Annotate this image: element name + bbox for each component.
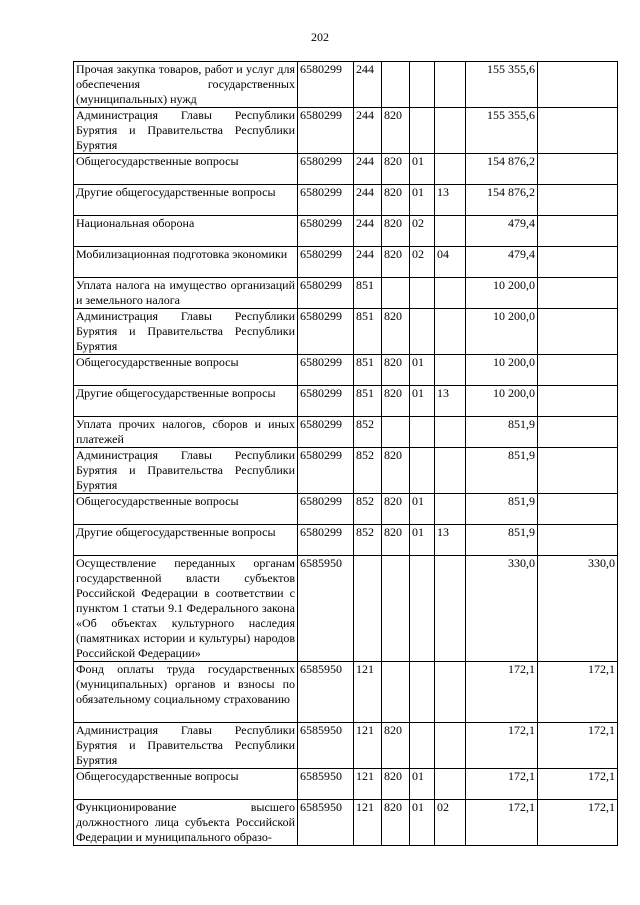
administrator-code-cell	[382, 417, 410, 448]
page-number: 202	[311, 30, 329, 44]
expense-type-cell: 121	[354, 769, 382, 800]
administrator-code-cell: 820	[382, 448, 410, 494]
target-code-cell: 6580299	[298, 494, 354, 525]
subsection-code-cell	[435, 62, 466, 108]
expense-type-cell: 851	[354, 386, 382, 417]
budget-table	[73, 61, 618, 846]
target-code-cell: 6580299	[298, 216, 354, 247]
row-name-cell: Прочая закупка товаров, работ и услуг для обеспечения государственных (муниципальных) нужд	[74, 62, 298, 108]
delegated-amount-cell	[538, 108, 618, 154]
subsection-code-cell	[435, 154, 466, 185]
expense-type-cell: 851	[354, 355, 382, 386]
table-row	[74, 723, 618, 769]
subsection-code-cell	[435, 448, 466, 494]
row-name-cell: Администрация Главы Республики Бурятия и Правительства Республики Бурятия	[74, 448, 298, 494]
table-row	[74, 769, 618, 800]
amount-cell: 330,0	[466, 556, 538, 662]
expense-type-cell: 121	[354, 723, 382, 769]
table-row	[74, 154, 618, 185]
section-code-cell	[410, 278, 435, 309]
subsection-code-cell: 04	[435, 247, 466, 278]
delegated-amount-cell: 172,1	[538, 769, 618, 800]
amount-cell: 172,1	[466, 769, 538, 800]
section-code-cell	[410, 448, 435, 494]
table-row	[74, 247, 618, 278]
table-row	[74, 185, 618, 216]
expense-type-cell: 244	[354, 108, 382, 154]
subsection-code-cell	[435, 355, 466, 386]
administrator-code-cell	[382, 278, 410, 309]
expense-type-cell: 244	[354, 185, 382, 216]
table-row	[74, 494, 618, 525]
table-row	[74, 386, 618, 417]
row-name-cell: Фонд оплаты труда государственных (муниципальных) органов и взносы по обязательному социальному страхованию	[74, 662, 298, 723]
row-name-cell: Функционирование высшего должностного лица субъекта Российской Федерации и муниципального образо-	[74, 800, 298, 846]
delegated-amount-cell	[538, 216, 618, 247]
row-name-cell: Администрация Главы Республики Бурятия и Правительства Республики Бурятия	[74, 723, 298, 769]
delegated-amount-cell	[538, 494, 618, 525]
administrator-code-cell: 820	[382, 723, 410, 769]
table-row	[74, 355, 618, 386]
expense-type-cell: 121	[354, 800, 382, 846]
subsection-code-cell: 13	[435, 386, 466, 417]
amount-cell: 479,4	[466, 216, 538, 247]
subsection-code-cell	[435, 662, 466, 723]
amount-cell: 851,9	[466, 417, 538, 448]
amount-cell: 479,4	[466, 247, 538, 278]
amount-cell: 10 200,0	[466, 386, 538, 417]
delegated-amount-cell	[538, 278, 618, 309]
section-code-cell: 01	[410, 494, 435, 525]
section-code-cell: 01	[410, 185, 435, 216]
amount-cell: 172,1	[466, 662, 538, 723]
amount-cell: 155 355,6	[466, 62, 538, 108]
delegated-amount-cell	[538, 355, 618, 386]
target-code-cell: 6580299	[298, 448, 354, 494]
subsection-code-cell	[435, 108, 466, 154]
target-code-cell: 6580299	[298, 525, 354, 556]
section-code-cell: 01	[410, 386, 435, 417]
delegated-amount-cell	[538, 62, 618, 108]
row-name-cell: Общегосударственные вопросы	[74, 154, 298, 185]
expense-type-cell: 852	[354, 448, 382, 494]
amount-cell: 10 200,0	[466, 355, 538, 386]
row-name-cell: Национальная оборона	[74, 216, 298, 247]
administrator-code-cell	[382, 62, 410, 108]
delegated-amount-cell: 172,1	[538, 723, 618, 769]
section-code-cell: 01	[410, 355, 435, 386]
row-name-cell: Общегосударственные вопросы	[74, 494, 298, 525]
target-code-cell: 6580299	[298, 247, 354, 278]
administrator-code-cell	[382, 556, 410, 662]
subsection-code-cell	[435, 769, 466, 800]
row-name-cell: Администрация Главы Республики Бурятия и Правительства Республики Бурятия	[74, 309, 298, 355]
row-name-cell: Общегосударственные вопросы	[74, 769, 298, 800]
expense-type-cell: 244	[354, 62, 382, 108]
amount-cell: 10 200,0	[466, 309, 538, 355]
administrator-code-cell: 820	[382, 247, 410, 278]
row-name-cell: Общегосударственные вопросы	[74, 355, 298, 386]
section-code-cell: 01	[410, 800, 435, 846]
amount-cell: 172,1	[466, 723, 538, 769]
subsection-code-cell	[435, 278, 466, 309]
expense-type-cell: 121	[354, 662, 382, 723]
administrator-code-cell: 820	[382, 525, 410, 556]
target-code-cell: 6580299	[298, 417, 354, 448]
target-code-cell: 6580299	[298, 386, 354, 417]
table-row	[74, 108, 618, 154]
target-code-cell: 6580299	[298, 185, 354, 216]
section-code-cell: 02	[410, 216, 435, 247]
delegated-amount-cell	[538, 448, 618, 494]
target-code-cell: 6580299	[298, 62, 354, 108]
target-code-cell: 6580299	[298, 278, 354, 309]
administrator-code-cell: 820	[382, 355, 410, 386]
subsection-code-cell	[435, 556, 466, 662]
subsection-code-cell	[435, 417, 466, 448]
delegated-amount-cell	[538, 309, 618, 355]
table-row	[74, 309, 618, 355]
section-code-cell: 01	[410, 525, 435, 556]
table-body	[74, 62, 618, 846]
delegated-amount-cell: 172,1	[538, 662, 618, 723]
delegated-amount-cell: 172,1	[538, 800, 618, 846]
section-code-cell	[410, 723, 435, 769]
subsection-code-cell	[435, 216, 466, 247]
administrator-code-cell: 820	[382, 800, 410, 846]
amount-cell: 172,1	[466, 800, 538, 846]
subsection-code-cell	[435, 723, 466, 769]
delegated-amount-cell	[538, 247, 618, 278]
amount-cell: 154 876,2	[466, 185, 538, 216]
target-code-cell: 6580299	[298, 108, 354, 154]
target-code-cell: 6580299	[298, 355, 354, 386]
amount-cell: 10 200,0	[466, 278, 538, 309]
section-code-cell: 01	[410, 154, 435, 185]
row-name-cell: Другие общегосударственные вопросы	[74, 525, 298, 556]
administrator-code-cell: 820	[382, 108, 410, 154]
delegated-amount-cell	[538, 386, 618, 417]
table-row	[74, 525, 618, 556]
administrator-code-cell	[382, 662, 410, 723]
target-code-cell: 6580299	[298, 309, 354, 355]
row-name-cell: Другие общегосударственные вопросы	[74, 386, 298, 417]
row-name-cell: Мобилизационная подготовка экономики	[74, 247, 298, 278]
administrator-code-cell: 820	[382, 154, 410, 185]
expense-type-cell: 852	[354, 525, 382, 556]
section-code-cell	[410, 662, 435, 723]
delegated-amount-cell: 330,0	[538, 556, 618, 662]
expense-type-cell: 244	[354, 247, 382, 278]
expense-type-cell: 852	[354, 417, 382, 448]
table-row	[74, 62, 618, 108]
subsection-code-cell	[435, 494, 466, 525]
section-code-cell: 02	[410, 247, 435, 278]
administrator-code-cell: 820	[382, 216, 410, 247]
administrator-code-cell: 820	[382, 769, 410, 800]
expense-type-cell: 851	[354, 309, 382, 355]
table-row	[74, 278, 618, 309]
subsection-code-cell: 13	[435, 185, 466, 216]
subsection-code-cell	[435, 309, 466, 355]
table-row	[74, 556, 618, 662]
administrator-code-cell: 820	[382, 185, 410, 216]
target-code-cell: 6585950	[298, 723, 354, 769]
amount-cell: 154 876,2	[466, 154, 538, 185]
target-code-cell: 6585950	[298, 662, 354, 723]
amount-cell: 851,9	[466, 448, 538, 494]
row-name-cell: Администрация Главы Республики Бурятия и Правительства Республики Бурятия	[74, 108, 298, 154]
row-name-cell: Уплата прочих налогов, сборов и иных платежей	[74, 417, 298, 448]
target-code-cell: 6580299	[298, 154, 354, 185]
section-code-cell	[410, 309, 435, 355]
amount-cell: 851,9	[466, 494, 538, 525]
expense-type-cell: 244	[354, 216, 382, 247]
expense-type-cell	[354, 556, 382, 662]
administrator-code-cell: 820	[382, 494, 410, 525]
table-row	[74, 662, 618, 723]
section-code-cell	[410, 556, 435, 662]
table-row	[74, 800, 618, 846]
subsection-code-cell: 02	[435, 800, 466, 846]
delegated-amount-cell	[538, 154, 618, 185]
row-name-cell: Осуществление переданных органам государственной власти субъектов Российской Федерации в соответствии с пунктом 1 статьи 9.1 Федерального закона «Об объектах культурного наследия (памятниках истории и культуры) народов Российской Федерации»	[74, 556, 298, 662]
table-row	[74, 216, 618, 247]
delegated-amount-cell	[538, 185, 618, 216]
expense-type-cell: 851	[354, 278, 382, 309]
target-code-cell: 6585950	[298, 556, 354, 662]
delegated-amount-cell	[538, 525, 618, 556]
expense-type-cell: 852	[354, 494, 382, 525]
delegated-amount-cell	[538, 417, 618, 448]
row-name-cell: Уплата налога на имущество организаций и земельного налога	[74, 278, 298, 309]
amount-cell: 155 355,6	[466, 108, 538, 154]
table-row	[74, 417, 618, 448]
section-code-cell: 01	[410, 769, 435, 800]
section-code-cell	[410, 108, 435, 154]
target-code-cell: 6585950	[298, 769, 354, 800]
target-code-cell: 6585950	[298, 800, 354, 846]
subsection-code-cell: 13	[435, 525, 466, 556]
section-code-cell	[410, 62, 435, 108]
administrator-code-cell: 820	[382, 386, 410, 417]
table-row	[74, 448, 618, 494]
row-name-cell: Другие общегосударственные вопросы	[74, 185, 298, 216]
section-code-cell	[410, 417, 435, 448]
expense-type-cell: 244	[354, 154, 382, 185]
amount-cell: 851,9	[466, 525, 538, 556]
administrator-code-cell: 820	[382, 309, 410, 355]
